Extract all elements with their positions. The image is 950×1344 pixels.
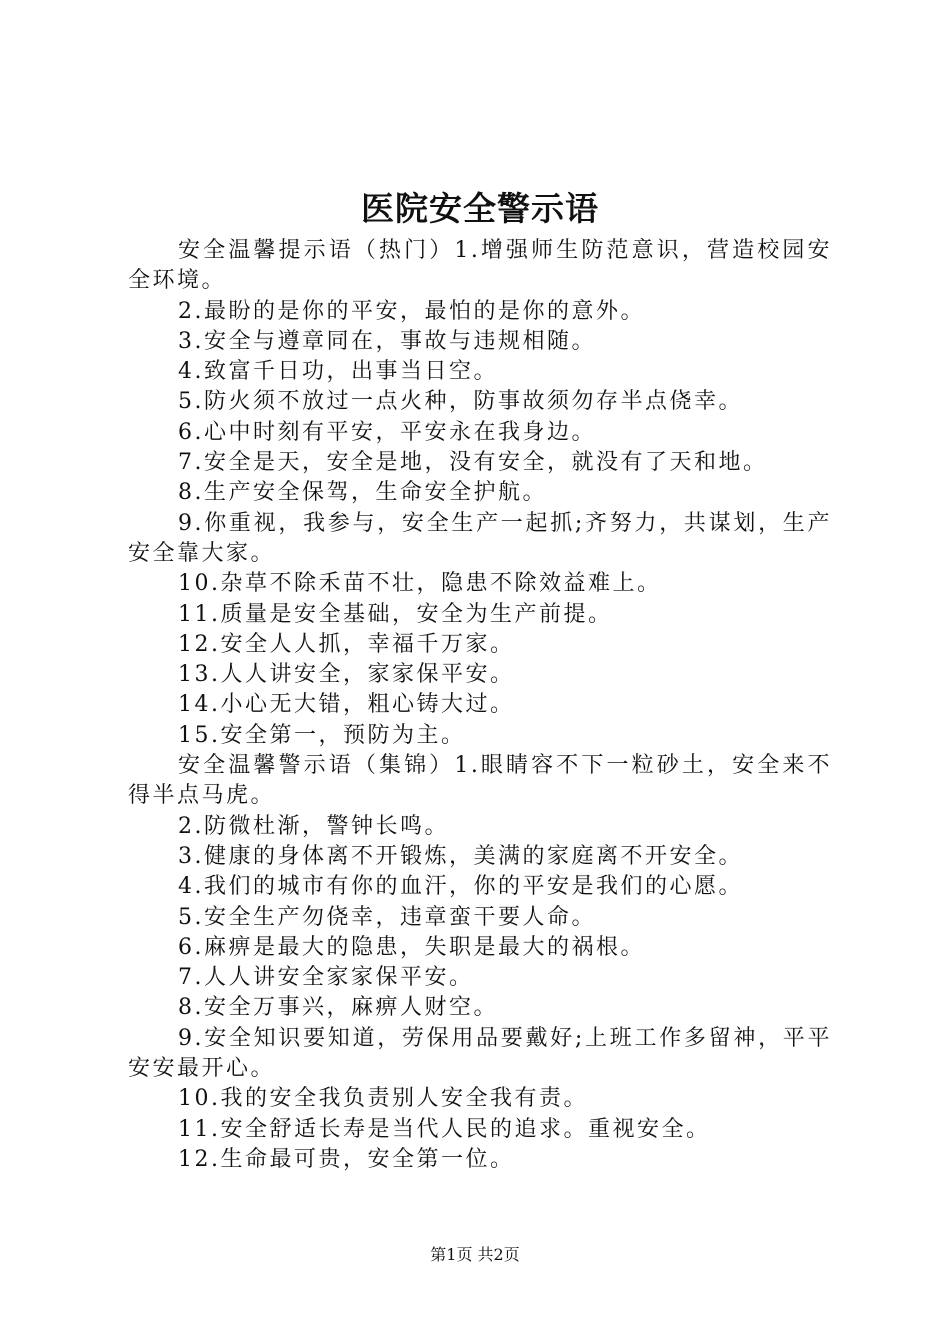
paragraph: 7.安全是天，安全是地，没有安全，就没有了天和地。 xyxy=(178,450,768,476)
paragraph: 12.生命最可贵，安全第一位。 xyxy=(178,1146,515,1172)
paragraph: 5.安全生产勿侥幸，违章蛮干要人命。 xyxy=(178,904,596,930)
page-number-footer: 第1页 共2页 xyxy=(430,1245,520,1264)
paragraph: 11.安全舒适长寿是当代人民的追求。重视安全。 xyxy=(178,1116,711,1142)
paragraph: 11.质量是安全基础，安全为生产前提。 xyxy=(178,601,613,627)
paragraph: 4.致富千日功，出事当日空。 xyxy=(178,359,498,385)
paragraph: 安全温馨提示语（热门）1.增强师生防范意识，营造校园安全环境。 xyxy=(128,238,832,294)
document-body xyxy=(128,236,832,1175)
paragraph: 9.你重视，我参与，安全生产一起抓;齐努力，共谋划，生产安全靠大家。 xyxy=(128,510,832,566)
paragraph: 安全温馨警示语（集锦）1.眼睛容不下一粒砂土，安全来不得半点马虎。 xyxy=(128,753,832,809)
paragraph: 4.我们的城市有你的血汗，你的平安是我们的心愿。 xyxy=(178,874,743,900)
paragraph: 6.麻痹是最大的隐患，失职是最大的祸根。 xyxy=(178,934,645,960)
paragraph: 8.安全万事兴，麻痹人财空。 xyxy=(178,995,498,1021)
paragraph: 2.最盼的是你的平安，最怕的是你的意外。 xyxy=(178,298,645,324)
paragraph: 10.杂草不除禾苗不壮，隐患不除效益难上。 xyxy=(178,571,662,597)
paragraph: 3.健康的身体离不开锻炼，美满的家庭离不开安全。 xyxy=(178,843,743,869)
paragraph: 13.人人讲安全，家家保平安。 xyxy=(178,662,515,688)
paragraph: 2.防微杜渐，警钟长鸣。 xyxy=(178,813,449,839)
paragraph: 5.防火须不放过一点火种，防事故须勿存半点侥幸。 xyxy=(178,389,743,415)
paragraph: 3.安全与遵章同在，事故与违规相随。 xyxy=(178,328,596,354)
paragraph: 7.人人讲安全家家保平安。 xyxy=(178,965,474,991)
paragraph: 6.心中时刻有平安，平安永在我身边。 xyxy=(178,419,596,445)
paragraph: 12.安全人人抓，幸福千万家。 xyxy=(178,631,515,657)
paragraph: 8.生产安全保驾，生命安全护航。 xyxy=(178,480,547,506)
paragraph: 14.小心无大错，粗心铸大过。 xyxy=(178,692,515,718)
paragraph: 9.安全知识要知道，劳保用品要戴好;上班工作多留神，平平安安最开心。 xyxy=(128,1025,832,1082)
paragraph: 10.我的安全我负责别人安全我有责。 xyxy=(178,1086,588,1112)
document-title: 医院安全警示语 xyxy=(361,189,599,228)
paragraph: 15.安全第一，预防为主。 xyxy=(178,722,466,748)
